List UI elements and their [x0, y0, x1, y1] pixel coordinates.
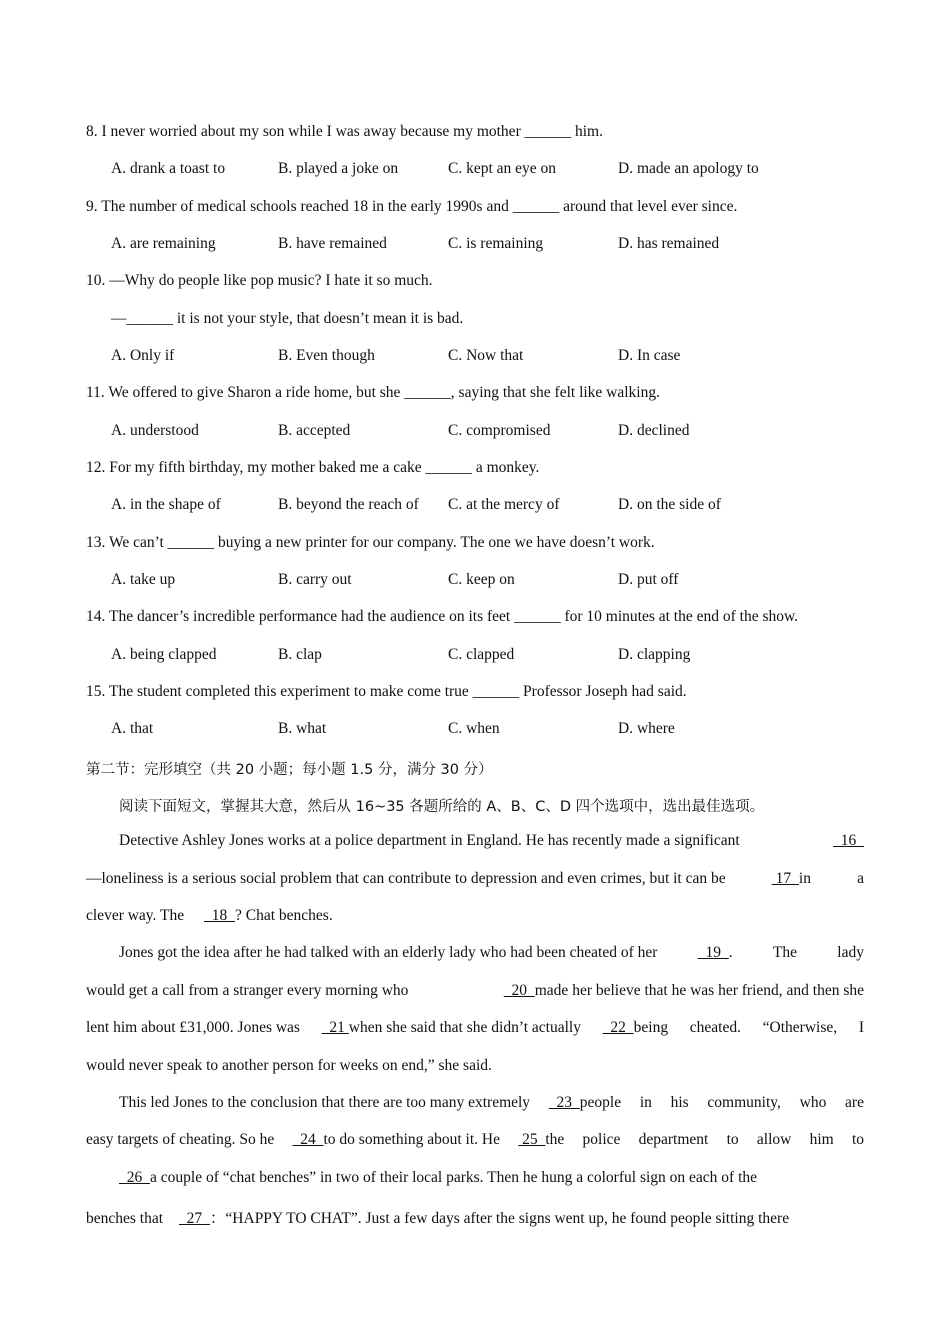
option-b: B. what [278, 720, 327, 737]
passage-line: lent him about £31,000. Jones was 21 when she said that she didn’t actually 22 being cheated. “Otherwise, I [86, 1019, 864, 1036]
option-b: B. beyond the reach of [278, 496, 419, 513]
passage-line: easy targets of cheating. So he 24 to do something about it. He 25 the police department to allow him to [86, 1131, 864, 1148]
option-d: D. where [618, 720, 675, 737]
question-12: 12. For my fifth birthday, my mother baked me a cake ______ a monkey. [86, 459, 540, 476]
option-c: C. compromised [448, 422, 551, 439]
option-d: D. clapping [618, 646, 691, 663]
option-a: A. Only if [111, 347, 175, 364]
section-heading: 第二节：完形填空（共 20 小题；每小题 1.5 分，满分 30 分） [86, 762, 493, 778]
question-14: 14. The dancer’s incredible performance had the audience on its feet ______ for 10 minutes at the end of the show. [86, 608, 799, 625]
blank-21: 21 [321, 1019, 349, 1036]
passage-line: Detective Ashley Jones works at a police department in England. He has recently made a significant 16 [119, 832, 864, 849]
option-c: C. when [448, 720, 500, 737]
option-c: C. clapped [448, 646, 515, 663]
option-b: B. clap [278, 646, 322, 663]
section-instruction: 阅读下面短文，掌握其大意，然后从 16~35 各题所给的 A、B、C、D 四个选项中，选出最佳选项。 [119, 799, 765, 815]
option-d: D. declined [618, 422, 690, 439]
question-8: 8. I never worried about my son while I was away because my mother ______ him. [86, 123, 603, 140]
passage-line: 26 a couple of “chat benches” in two of their local parks. Then he hung a colorful sign on each of the [119, 1169, 758, 1186]
passage-line: benches that 27 ：“HAPPY TO CHAT”. Just a few days after the signs went up, he found people sitting there [86, 1210, 790, 1227]
question-9: 9. The number of medical schools reached 18 in the early 1990s and ______ around that level ever since. [86, 198, 738, 215]
option-b: B. have remained [278, 235, 387, 252]
option-a: A. are remaining [111, 235, 216, 252]
option-c: C. at the mercy of [448, 496, 560, 513]
question-13: 13. We can’t ______ buying a new printer for our company. The one we have doesn’t work. [86, 534, 655, 551]
option-b: B. carry out [278, 571, 352, 588]
option-b: B. played a joke on [278, 160, 399, 177]
blank-18: 18 [204, 907, 235, 924]
option-d: D. on the side of [618, 496, 721, 513]
question-11: 11. We offered to give Sharon a ride home, but she ______, saying that she felt like walking. [86, 384, 660, 401]
blank-26: 26 [119, 1169, 150, 1186]
blank-20: 20 [503, 982, 535, 999]
passage-line: clever way. The 18 ? Chat benches. [86, 907, 333, 924]
blank-16: 16 [833, 832, 864, 849]
option-d: D. has remained [618, 235, 720, 252]
question-15: 15. The student completed this experiment to make come true ______ Professor Joseph had said. [86, 683, 687, 700]
blank-24: 24 [292, 1131, 324, 1148]
option-d: D. put off [618, 571, 679, 588]
option-a: A. drank a toast to [111, 160, 226, 177]
option-a: A. in the shape of [111, 496, 221, 513]
blank-27: 27 [178, 1210, 210, 1227]
option-c: C. kept an eye on [448, 160, 557, 177]
blank-23: 23 [548, 1094, 580, 1111]
blank-17: 17 [771, 870, 799, 887]
option-a: A. being clapped [111, 646, 217, 663]
option-c: C. Now that [448, 347, 524, 364]
option-b: B. accepted [278, 422, 351, 439]
question-10-reply: —______ it is not your style, that doesn’t mean it is bad. [111, 310, 464, 327]
option-a: A. take up [111, 571, 176, 588]
passage-line: would get a call from a stranger every morning who 20 made her believe that he was her friend, and then she [86, 982, 864, 999]
option-b: B. Even though [278, 347, 375, 364]
question-10: 10. —Why do people like pop music? I hate it so much. [86, 272, 433, 289]
option-c: C. keep on [448, 571, 515, 588]
blank-22: 22 [602, 1019, 634, 1036]
option-a: A. understood [111, 422, 199, 439]
blank-19: 19 [697, 944, 729, 961]
passage-line: would never speak to another person for weeks on end,” she said. [86, 1057, 492, 1074]
blank-25: 25 [518, 1131, 546, 1148]
option-c: C. is remaining [448, 235, 544, 252]
option-d: D. made an apology to [618, 160, 759, 177]
option-a: A. that [111, 720, 154, 737]
option-d: D. In case [618, 347, 681, 364]
passage-line: This led Jones to the conclusion that there are too many extremely 23 people in his community, who are [119, 1094, 864, 1111]
passage-line: —loneliness is a serious social problem that can contribute to depression and even crimes, but it can be 17 in a [86, 870, 864, 887]
passage-line: Jones got the idea after he had talked with an elderly lady who had been cheated of her 19 . The lady [119, 944, 864, 961]
